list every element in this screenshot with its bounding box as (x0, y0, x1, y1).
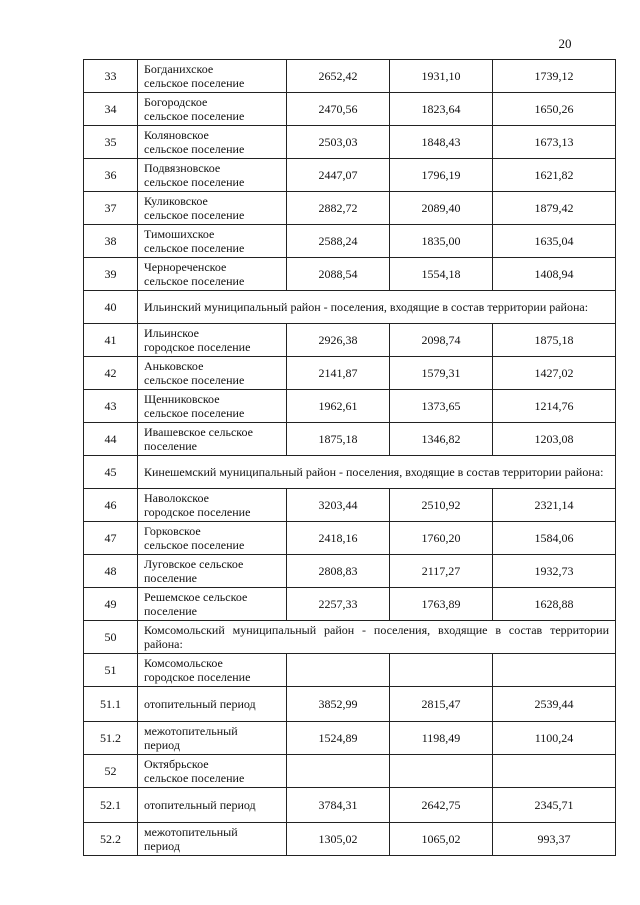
settlement-name-line: поселение (144, 439, 198, 453)
row-number: 50 (84, 621, 138, 654)
row-number: 51.1 (84, 687, 138, 722)
value-cell-v1: 2470,56 (287, 93, 390, 126)
row-number: 52.2 (84, 823, 138, 856)
settlement-name-line: Подвязновское (144, 161, 221, 175)
row-number: 44 (84, 423, 138, 456)
value-cell-v3: 2539,44 (493, 687, 616, 722)
row-number: 46 (84, 489, 138, 522)
settlement-name-line: сельское поселение (144, 373, 245, 387)
settlement-name (138, 390, 287, 423)
section-heading: Кинешемский муниципальный район - поселения, входящие в состав территории района: (138, 456, 616, 489)
table-row (84, 357, 616, 390)
settlement-name-line: Ивашевское сельское (144, 425, 253, 439)
settlement-name (138, 788, 287, 823)
value-cell-v2: 1835,00 (390, 225, 493, 258)
settlement-name-line: Чернореченское (144, 260, 227, 274)
settlement-name-line: Куликовское (144, 194, 208, 208)
row-number: 52 (84, 755, 138, 788)
settlement-name-line: городское поселение (144, 670, 251, 684)
table-row (84, 555, 616, 588)
row-number: 48 (84, 555, 138, 588)
settlement-name-line: сельское поселение (144, 109, 245, 123)
value-cell-v1: 2808,83 (287, 555, 390, 588)
value-cell-v2: 2815,47 (390, 687, 493, 722)
value-cell-v3: 993,37 (493, 823, 616, 856)
row-number: 41 (84, 324, 138, 357)
table-row (84, 823, 616, 856)
settlement-name (138, 357, 287, 390)
settlement-name (138, 93, 287, 126)
value-cell-v1: 2257,33 (287, 588, 390, 621)
section-heading: Ильинский муниципальный район - поселения, входящие в состав территории района: (138, 291, 616, 324)
row-number: 37 (84, 192, 138, 225)
value-cell-v1 (287, 755, 390, 788)
settlement-name (138, 324, 287, 357)
row-number: 51.2 (84, 722, 138, 755)
section-heading: Комсомольский муниципальный район - поселения, входящие в состав территории района: (138, 621, 616, 654)
value-cell-v2: 1198,49 (390, 722, 493, 755)
settlement-name-line: межотопительный (144, 724, 238, 738)
table-row (84, 390, 616, 423)
settlement-name-line: сельское поселение (144, 208, 245, 222)
table-row (84, 722, 616, 755)
settlement-name (138, 423, 287, 456)
table-row (84, 93, 616, 126)
table-section-row (84, 291, 616, 324)
value-cell-v2: 1931,10 (390, 60, 493, 93)
settlement-name-line: период (144, 738, 180, 752)
settlement-name-line: Богородское (144, 95, 208, 109)
value-cell-v1: 1962,61 (287, 390, 390, 423)
value-cell-v3: 2345,71 (493, 788, 616, 823)
value-cell-v2: 1796,19 (390, 159, 493, 192)
value-cell-v2: 1554,18 (390, 258, 493, 291)
value-cell-v3: 1875,18 (493, 324, 616, 357)
value-cell-v1: 2882,72 (287, 192, 390, 225)
settlement-name-line: сельское поселение (144, 142, 245, 156)
table-row (84, 788, 616, 823)
table-row (84, 687, 616, 722)
value-cell-v2: 1065,02 (390, 823, 493, 856)
settlement-name-line: городское поселение (144, 340, 251, 354)
row-number: 39 (84, 258, 138, 291)
settlement-name (138, 126, 287, 159)
settlement-name-line: межотопительный (144, 825, 238, 839)
value-cell-v3 (493, 755, 616, 788)
settlement-name-line: городское поселение (144, 505, 251, 519)
row-number: 43 (84, 390, 138, 423)
table-row (84, 588, 616, 621)
table-row (84, 126, 616, 159)
row-number: 45 (84, 456, 138, 489)
settlement-name-line: период (144, 839, 180, 853)
value-cell-v2: 1579,31 (390, 357, 493, 390)
value-cell-v2: 2098,74 (390, 324, 493, 357)
settlement-name-line: Решемское сельское (144, 590, 248, 604)
settlement-name-line: Богданихское (144, 62, 214, 76)
value-cell-v1: 2141,87 (287, 357, 390, 390)
value-cell-v3: 1879,42 (493, 192, 616, 225)
value-cell-v2: 1848,43 (390, 126, 493, 159)
value-cell-v3: 2321,14 (493, 489, 616, 522)
table-row (84, 654, 616, 687)
tariff-table (83, 59, 616, 856)
row-number: 33 (84, 60, 138, 93)
row-number: 51 (84, 654, 138, 687)
table-row (84, 423, 616, 456)
row-number: 36 (84, 159, 138, 192)
value-cell-v2 (390, 654, 493, 687)
settlement-name-line: Комсомольское (144, 656, 223, 670)
value-cell-v3: 1739,12 (493, 60, 616, 93)
settlement-name-line: поселение (144, 604, 198, 618)
table-body (84, 60, 616, 856)
row-number: 40 (84, 291, 138, 324)
value-cell-v2: 2642,75 (390, 788, 493, 823)
settlement-name-line: сельское поселение (144, 771, 245, 785)
settlement-name-line: сельское поселение (144, 274, 245, 288)
value-cell-v1: 3203,44 (287, 489, 390, 522)
settlement-name (138, 258, 287, 291)
table-row (84, 489, 616, 522)
table-row (84, 522, 616, 555)
settlement-name (138, 60, 287, 93)
value-cell-v3: 1635,04 (493, 225, 616, 258)
table-row (84, 324, 616, 357)
settlement-name-line: Тимошихское (144, 227, 215, 241)
row-number: 42 (84, 357, 138, 390)
value-cell-v2: 1760,20 (390, 522, 493, 555)
value-cell-v1: 2418,16 (287, 522, 390, 555)
settlement-name-line: Луговское сельское (144, 557, 244, 571)
table-row (84, 159, 616, 192)
settlement-name-line: Наволокское (144, 491, 209, 505)
value-cell-v1: 1524,89 (287, 722, 390, 755)
settlement-name-line: отопительный период (144, 798, 256, 812)
settlement-name (138, 654, 287, 687)
settlement-name-line: Горковское (144, 524, 201, 538)
value-cell-v3: 1214,76 (493, 390, 616, 423)
settlement-name-line: сельское поселение (144, 76, 245, 90)
value-cell-v1: 2088,54 (287, 258, 390, 291)
value-cell-v1: 2503,03 (287, 126, 390, 159)
settlement-name-line: Ильинское (144, 326, 199, 340)
settlement-name-line: сельское поселение (144, 175, 245, 189)
settlement-name (138, 687, 287, 722)
value-cell-v2: 2089,40 (390, 192, 493, 225)
value-cell-v3: 1427,02 (493, 357, 616, 390)
value-cell-v1: 1875,18 (287, 423, 390, 456)
settlement-name (138, 225, 287, 258)
value-cell-v3: 1673,13 (493, 126, 616, 159)
value-cell-v2: 2510,92 (390, 489, 493, 522)
settlement-name (138, 159, 287, 192)
value-cell-v3: 1100,24 (493, 722, 616, 755)
settlement-name-line: Октябрьское (144, 757, 209, 771)
row-number: 34 (84, 93, 138, 126)
value-cell-v2: 1346,82 (390, 423, 493, 456)
value-cell-v2: 2117,27 (390, 555, 493, 588)
value-cell-v3: 1621,82 (493, 159, 616, 192)
settlement-name (138, 722, 287, 755)
value-cell-v3: 1650,26 (493, 93, 616, 126)
value-cell-v1: 1305,02 (287, 823, 390, 856)
settlement-name-line: отопительный период (144, 697, 256, 711)
table-row (84, 755, 616, 788)
value-cell-v1: 2926,38 (287, 324, 390, 357)
table-section-row (84, 456, 616, 489)
row-number: 35 (84, 126, 138, 159)
value-cell-v1 (287, 654, 390, 687)
settlement-name (138, 823, 287, 856)
value-cell-v1: 2652,42 (287, 60, 390, 93)
settlement-name (138, 755, 287, 788)
table-row (84, 192, 616, 225)
row-number: 38 (84, 225, 138, 258)
table-row (84, 258, 616, 291)
value-cell-v3: 1584,06 (493, 522, 616, 555)
settlement-name (138, 588, 287, 621)
settlement-name-line: сельское поселение (144, 538, 245, 552)
value-cell-v1: 3852,99 (287, 687, 390, 722)
settlement-name-line: сельское поселение (144, 241, 245, 255)
settlement-name-line: сельское поселение (144, 406, 245, 420)
value-cell-v2 (390, 755, 493, 788)
value-cell-v3: 1203,08 (493, 423, 616, 456)
settlement-name-line: Щенниковское (144, 392, 220, 406)
table-row (84, 60, 616, 93)
value-cell-v1: 2588,24 (287, 225, 390, 258)
settlement-name (138, 555, 287, 588)
value-cell-v1: 2447,07 (287, 159, 390, 192)
settlement-name (138, 192, 287, 225)
settlement-name (138, 522, 287, 555)
value-cell-v3 (493, 654, 616, 687)
row-number: 47 (84, 522, 138, 555)
settlement-name (138, 489, 287, 522)
row-number: 52.1 (84, 788, 138, 823)
settlement-name-line: Аньковское (144, 359, 204, 373)
page-number: 20 (558, 36, 572, 51)
value-cell-v1: 3784,31 (287, 788, 390, 823)
value-cell-v2: 1823,64 (390, 93, 493, 126)
value-cell-v3: 1628,88 (493, 588, 616, 621)
value-cell-v2: 1763,89 (390, 588, 493, 621)
value-cell-v3: 1932,73 (493, 555, 616, 588)
value-cell-v2: 1373,65 (390, 390, 493, 423)
row-number: 49 (84, 588, 138, 621)
table-section-row (84, 621, 616, 654)
settlement-name-line: Коляновское (144, 128, 209, 142)
settlement-name-line: поселение (144, 571, 198, 585)
value-cell-v3: 1408,94 (493, 258, 616, 291)
table-row (84, 225, 616, 258)
